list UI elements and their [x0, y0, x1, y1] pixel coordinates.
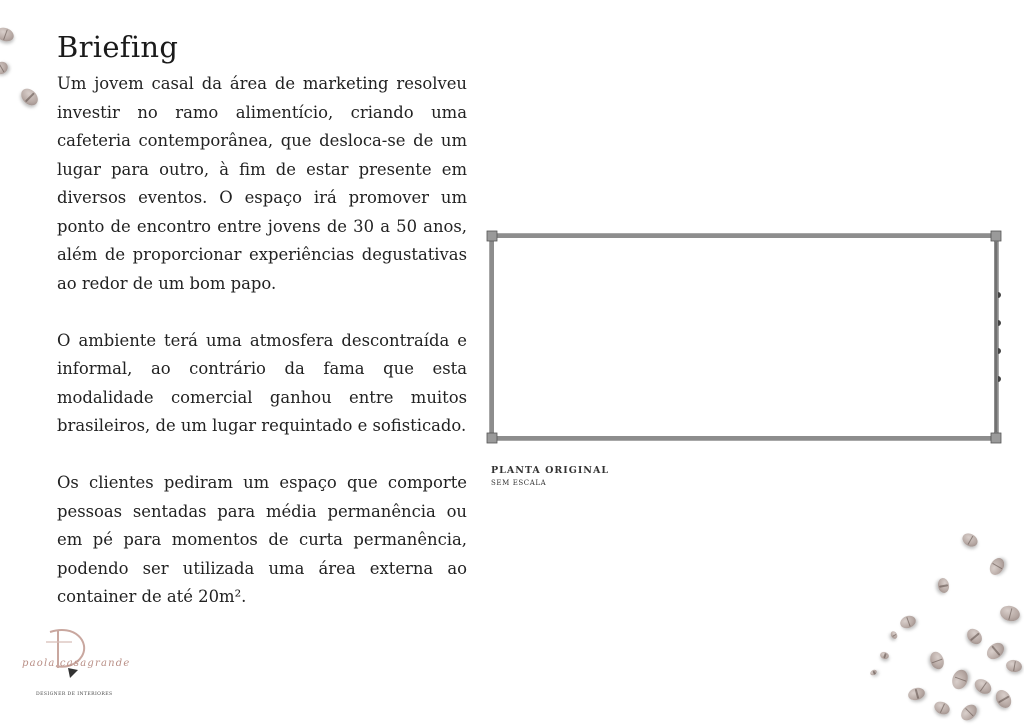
plan-corner-post	[991, 231, 1001, 241]
coffee-bean-icon	[0, 25, 16, 43]
page-title: Briefing	[57, 30, 179, 64]
coffee-bean-icon	[984, 640, 1008, 663]
coffee-bean-icon	[960, 531, 980, 549]
coffee-bean-icon	[869, 669, 878, 677]
coffee-bean-icon	[0, 59, 10, 76]
coffee-bean-icon	[998, 604, 1021, 624]
plan-outer-wall	[490, 234, 998, 440]
paragraph-3: Os clientes pediram um espaço que comporte pessoas sentadas para média permanência ou em pé para momentos de curta permanência, podendo ser utilizada uma área externa ao container de até 20m².	[57, 473, 467, 606]
paragraph-2: O ambiente terá uma atmosfera descontraída e informal, ao contrário da fama que esta modalidade comercial ganhou entre muitos brasileiros, de um lugar requintado e sofisticado.	[57, 330, 467, 435]
coffee-bean-icon	[987, 555, 1007, 577]
coffee-bean-icon	[907, 686, 927, 702]
coffee-beans-decoration	[850, 520, 1024, 725]
logo-signature: paola casagrande	[22, 658, 131, 669]
plan-subtitle: SEM ESCALA	[491, 479, 547, 487]
plan-bottom-wall	[490, 436, 998, 440]
plan-left-wall	[490, 234, 494, 440]
logo-tagline: DESIGNER DE INTERIORES	[36, 692, 113, 697]
coffee-bean-icon	[993, 687, 1015, 710]
floor-plan-drawing	[486, 230, 1006, 450]
coffee-bean-icon	[972, 676, 994, 697]
plan-corner-post	[487, 433, 497, 443]
plan-corner-post	[487, 231, 497, 241]
coffee-bean-icon	[950, 668, 971, 692]
coffee-bean-icon	[932, 699, 952, 717]
plan-title: PLANTA ORIGINAL	[491, 465, 610, 476]
coffee-bean-icon	[1005, 659, 1023, 674]
coffee-bean-icon	[889, 630, 898, 640]
coffee-bean-icon	[958, 702, 980, 724]
briefing-body	[57, 70, 467, 640]
coffee-bean-icon	[937, 577, 950, 594]
coffee-bean-icon	[928, 650, 946, 671]
plan-inner-wall	[493, 237, 995, 437]
plan-corner-post	[991, 433, 1001, 443]
plan-top-wall	[490, 234, 998, 238]
paragraph-1: Um jovem casal da área de marketing resolveu investir no ramo alimentício, criando uma cafeteria contemporânea, que desloca-se de um lugar para outro, à fim de estar presente em diversos eventos. O espaço irá promover um ponto de encontro entre jovens de 30 a 50 anos, além de proporcionar experiências degustativas ao redor de um bom papo.	[57, 74, 467, 293]
plan-caption	[491, 465, 609, 487]
coffee-bean-icon	[898, 614, 917, 631]
coffee-bean-icon	[879, 651, 890, 661]
coffee-bean-icon	[18, 85, 41, 108]
coffee-bean-icon	[964, 626, 985, 647]
